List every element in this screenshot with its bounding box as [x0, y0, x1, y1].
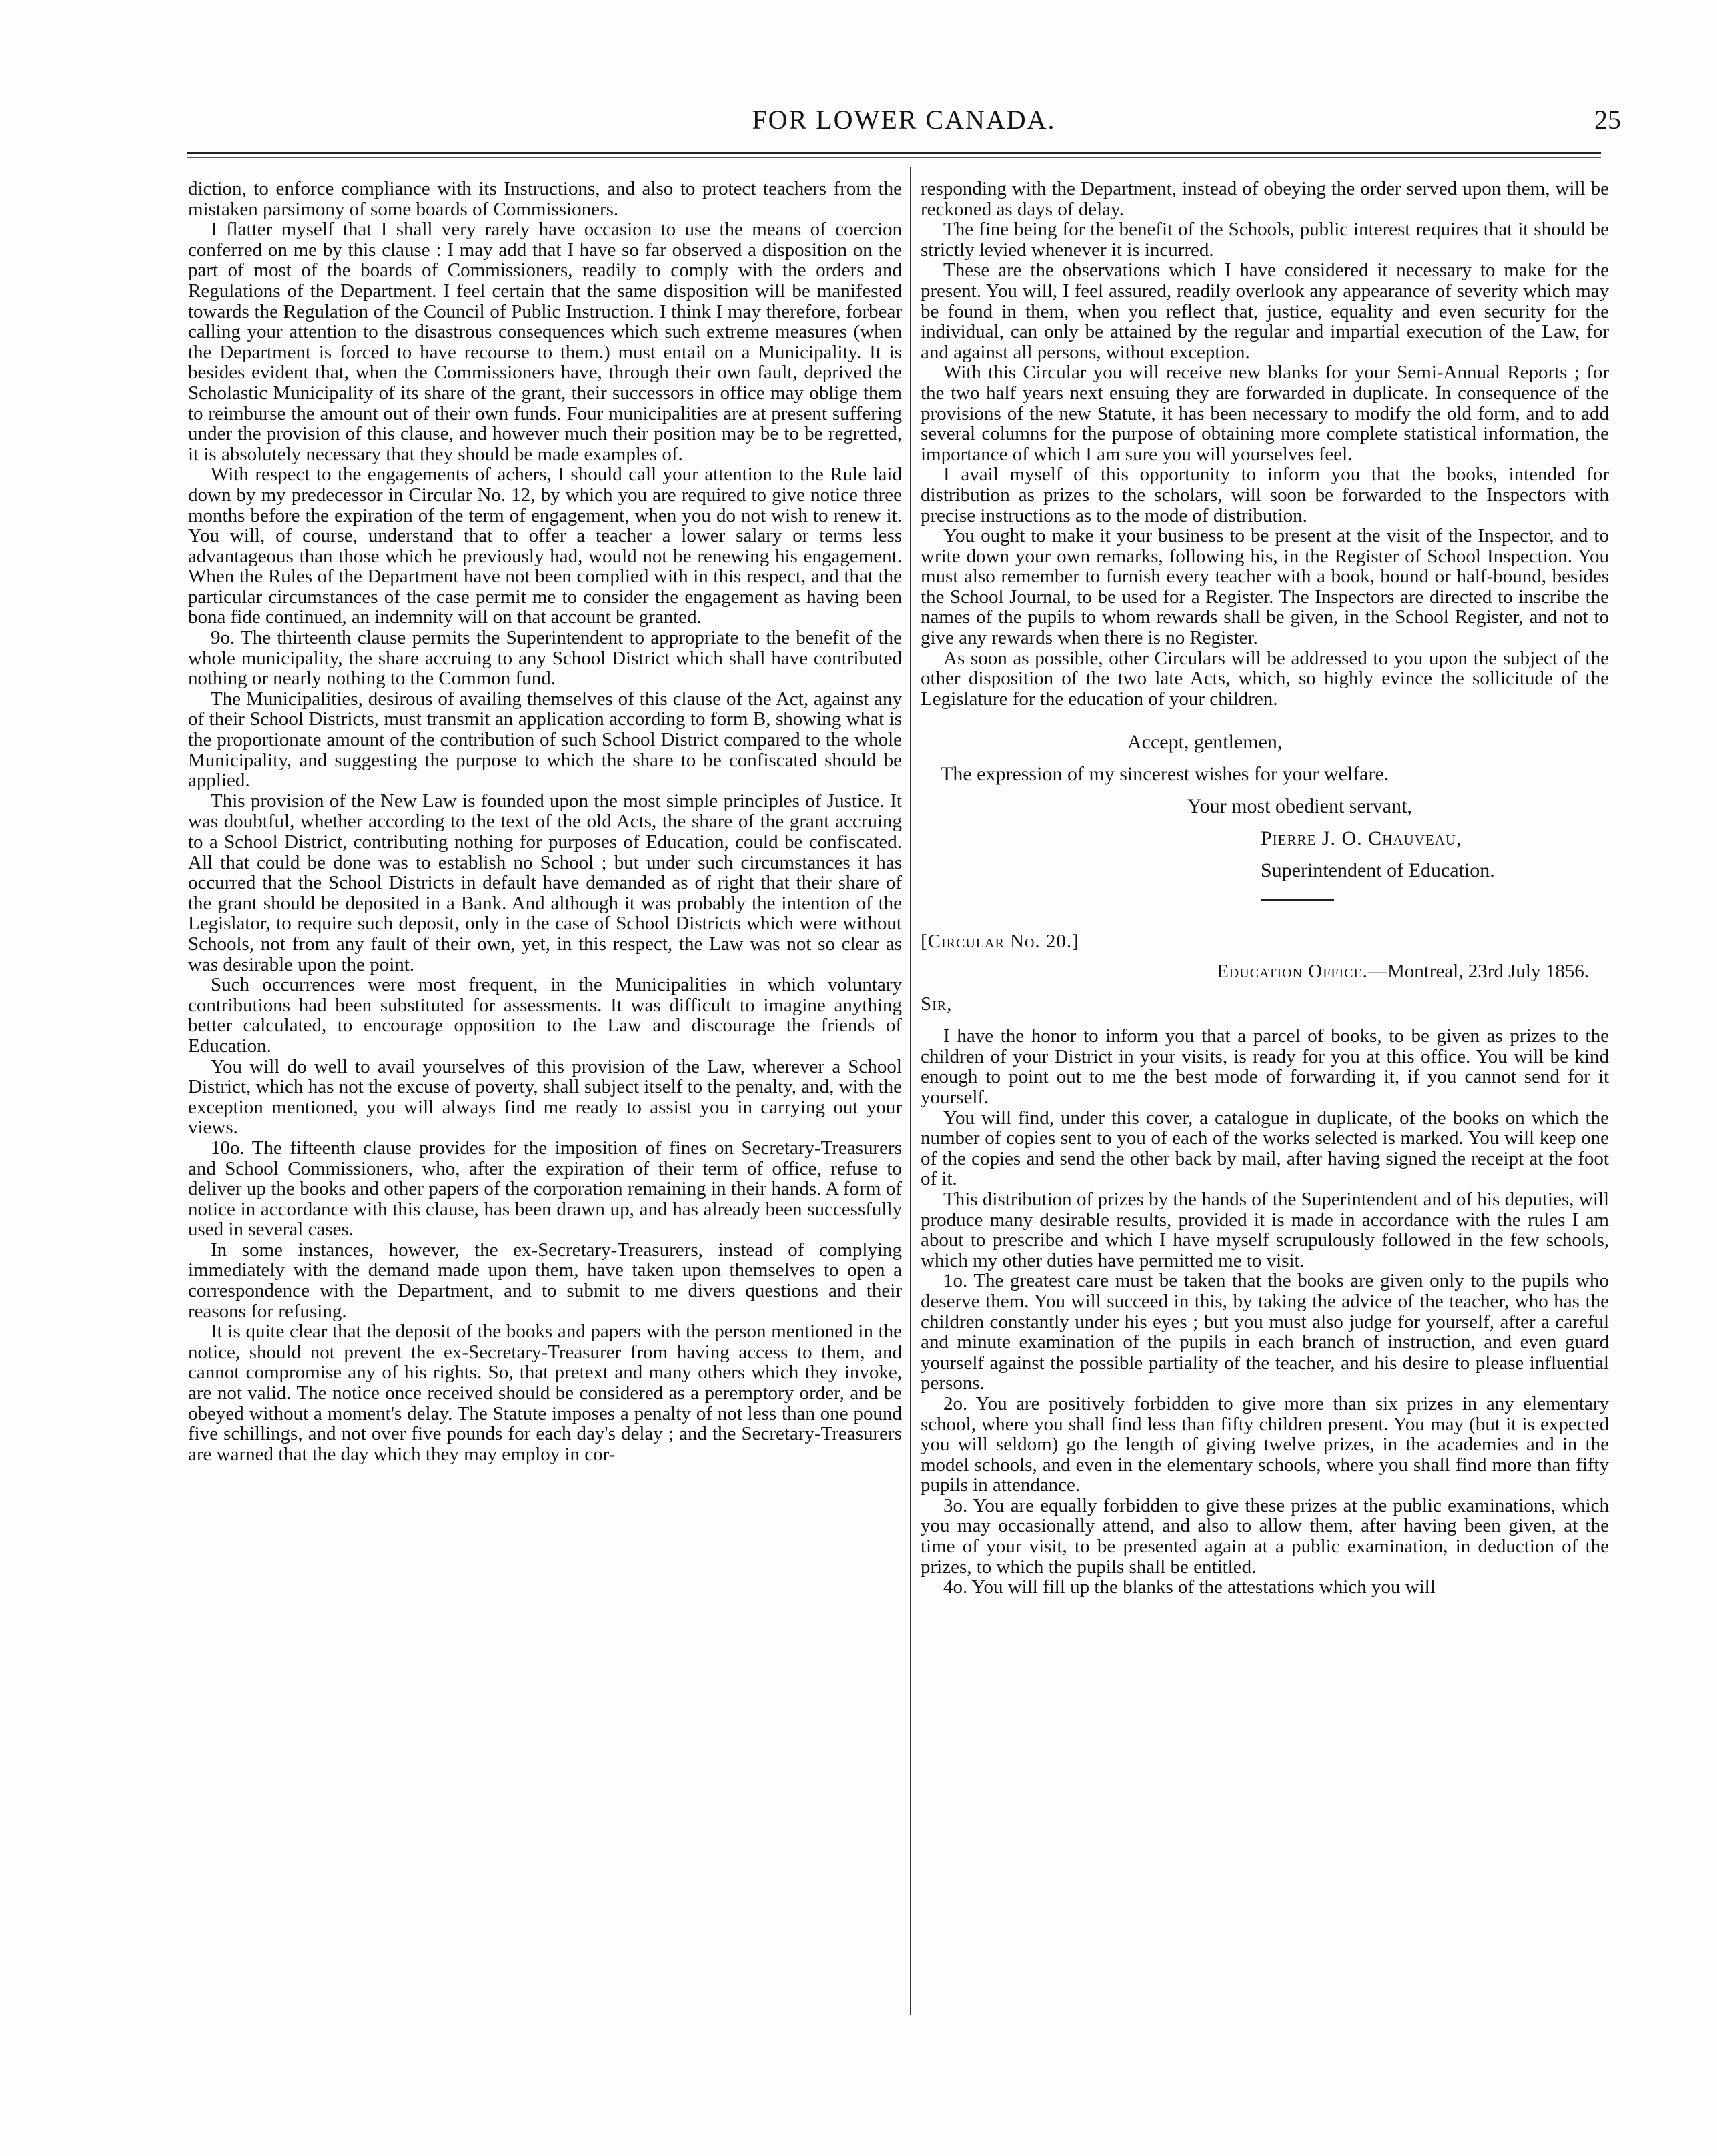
circular-salutation: Sir, [921, 993, 953, 1015]
circular-paragraph: 2o. You are positively forbidden to give more than six prizes in any elementary school, where you shall find less than fifty children present. You may (but it is expected you will seldom) go the length of giving twelve prizes, in the academies and in the model schools, and even in the elementary schools, where you shall find more than fifty pupils in attendance. [921, 1392, 1609, 1496]
signoff-name: Pierre J. O. Chauveau, [1261, 827, 1462, 850]
left-column-paragraph: In some instances, however, the ex-Secretary-Treasurers, instead of complying immediately with the demand made upon them, have taken upon themselves to open a correspondence with the Department, and to submit to me divers questions and their reasons for refusing. [188, 1239, 902, 1322]
running-title: FOR LOWER CANADA. [752, 105, 1056, 135]
page-number: 25 [1594, 105, 1621, 135]
circular-dateline [921, 961, 1609, 982]
signoff-accept: Accept, gentlemen, [1127, 731, 1283, 754]
left-column-paragraph: This provision of the New Law is founded upon the most simple principles of Justice. It was doubtful, whether according to the text of the old Acts, the share of the grant accruing to a School District, contributing nothing for purposes of Education, could be confiscated. All that could be done was to establish no School ; but under such circumstances it has occurred that the School Districts in default have demanded as of right that their share of the grant should be deposited in a Bank. And although it was probably the intention of the Legislator, to require such deposit, only in the case of School Districts which were without Schools, not from any fault of their own, yet, in this respect, the Law was not so clear as was desirable upon the point. [188, 790, 902, 975]
left-column-paragraph: The Municipalities, desirous of availing themselves of this clause of the Act, against any of their School Districts, must transmit an application according to form B, showing what is the proportionate amount of the contribution of such School District compared to the whole Municipality, and suggesting the purpose to which the share to be confiscated should be applied. [188, 688, 902, 792]
circular-paragraph: 4o. You will fill up the blanks of the attestations which you will [943, 1576, 1436, 1598]
signoff [921, 726, 1609, 887]
header-rule-thin [187, 157, 1601, 158]
left-column-paragraph: It is quite clear that the deposit of the books and papers with the person mentioned in the notice, should not prevent the ex-Secretary-Treasurer from having access to them, and cannot compromise any of his rights. So, that pretext and many others which they invoke, are not valid. The notice once received should be considered as a peremptory order, and be obeyed without a moment's delay. The Statute imposes a penalty of not less than one pound five schillings, and not over five pounds for each day's delay ; and the Secretary-Treasurers are warned that the day which they may employ in cor- [188, 1321, 902, 1465]
right-column-paragraph: I avail myself of this opportunity to inform you that the books, intended for distribution as prizes to the scholars, will soon be forwarded to the Inspectors with precise instructions as to the mode of distribution. [921, 464, 1609, 526]
left-column-paragraph: I flatter myself that I shall very rarely have occasion to use the means of coercion conferred on me by this clause : I may add that I have so far observed a disposition on the part of most of the boards of Commissioners, readily to comply with the orders and Regulations of the Department. I feel certain that the same disposition will be manifested towards the Regulation of the Council of Public Instruction. I think I may therefore, forbear calling your attention to the disastrous consequences which such extreme measures (when the Department is forced to have recourse to them.) must entail on a Municipality. It is besides evident that, when the Commissioners have, through their own fault, deprived the Scholastic Municipality of its share of the grant, their successors in office may oblige them to reimburse the amount out of their own funds. Four municipalities are at present suffering under the provision of this clause, and however much their position may be to be regretted, it is absolutely necessary that they should be made examples of. [188, 219, 902, 465]
left-column-paragraph: 10o. The fifteenth clause provides for the imposition of fines on Secretary-Treasurers and School Commissioners, who, after the expiration of their term of office, refuse to deliver up the books and other papers of the corporation remaining in their hands. A form of notice in accordance with this clause, has been drawn up, and has already been successfully used in several cases. [188, 1137, 902, 1241]
circular-paragraph: This distribution of prizes by the hands of the Superintendent and of his deputies, will produce many desirable results, provided it is made in accordance with the rules I am about to prescribe and which I have myself scrupulously followed in the few schools, which my other duties have permitted me to visit. [921, 1188, 1609, 1271]
right-column-paragraph: As soon as possible, other Circulars will be addressed to you upon the subject of the other disposition of the two late Acts, which, so highly evince the sollicitude of the Legislature for the education of your children. [921, 647, 1609, 710]
right-column-paragraph: These are the observations which I have considered it necessary to make for the present. You will, I feel assured, readily overlook any appearance of severity which may be found in them, when you reflect that, justice, equality and even security for the individual, can only be attained by the regular and impartial execution of the Law, for and against all persons, without exception. [921, 259, 1609, 363]
circular-paragraph: 3o. You are equally forbidden to give these prizes at the public examinations, which you may occasionally attend, and also to allow them, after having been given, at the time of your visit, to be presented again at a public examination, in deduction of the prizes, to which the pupils shall be entitled. [921, 1494, 1609, 1578]
column-divider [910, 167, 911, 2015]
circular-label: [Circular No. 20.] [921, 931, 1079, 953]
left-column-paragraph: 9o. The thirteenth clause permits the Superintendent to appropriate to the benefit of the whole municipality, the share accruing to any School District which shall have contributed nothing or nearly nothing to the Common fund. [188, 627, 902, 690]
circular-place-date: —Montreal, 23rd July 1856. [1367, 961, 1589, 983]
left-column-paragraph: You will do well to avail yourselves of this provision of the Law, wherever a School District, which has not the excuse of poverty, shall subject itself to the penalty, and, with the exception mentioned, you will always find me ready to assist you in carrying out your views. [188, 1055, 902, 1139]
right-column [921, 179, 1609, 1598]
section-divider [1261, 899, 1334, 901]
signoff-title: Superintendent of Education. [1261, 859, 1495, 882]
header-rule [187, 152, 1601, 154]
circular-paragraph: 1o. The greatest care must be taken that the books are given only to the pupils who deserve them. You will succeed in this, by taking the advice of the teacher, who has the children constantly under his eyes ; but you must also judge for yourself, after a careful and minute examination of the pupils in each branch of instruction, and even guard yourself against the possible partiality of the teacher, and his desire to please influential persons. [921, 1270, 1609, 1394]
right-column-paragraph: The fine being for the benefit of the Schools, public interest requires that it should be strictly levied whenever it is incurred. [921, 219, 1609, 261]
left-column [188, 179, 902, 1464]
left-column-paragraph: Such occurrences were most frequent, in the Municipalities in which voluntary contributions had been substituted for assessments. It was difficult to imagine anything better calculated, to encourage opposition to the Law and discourage the friends of Education. [188, 974, 902, 1057]
page-header [187, 100, 1621, 140]
circular-office: Education Office. [1217, 961, 1368, 983]
circular-paragraph: You will find, under this cover, a catalogue in duplicate, of the books on which the number of copies sent to you of each of the works selected is marked. You will keep one of the copies and send the other back by mail, after having signed the receipt at the foot of it. [921, 1107, 1609, 1190]
right-column-paragraph: With this Circular you will receive new blanks for your Semi-Annual Reports ; for the two half years next ensuing they are forwarded in duplicate. In consequence of the provisions of the new Statute, it has been necessary to modify the old form, and to add several columns for the purpose of obtaining more complete statistical information, the importance of which I am sure you will yourselves feel. [921, 362, 1609, 465]
right-column-paragraph: responding with the Department, instead of obeying the order served upon them, will be reckoned as days of delay. [921, 178, 1609, 220]
right-column-paragraph: You ought to make it your business to be present at the visit of the Inspector, and to write down your own remarks, following his, in the Register of School Inspection. You must also remember to furnish every teacher with a book, bound or half-bound, besides the School Journal, to be used for a Register. The Inspectors are directed to inscribe the names of the pupils to whom rewards shall be given, in the School Register, and not to give any rewards when there is no Register. [921, 525, 1609, 649]
circular-paragraph: I have the honor to inform you that a parcel of books, to be given as prizes to the children of your District in your visits, is ready for you at this office. You will be kind enough to point out to me the best mode of forwarding it, if you cannot send for it yourself. [921, 1025, 1609, 1108]
signoff-servant: Your most obedient servant, [1187, 795, 1412, 818]
signoff-expression: The expression of my sincerest wishes for your welfare. [941, 763, 1389, 786]
circular-body [921, 1026, 1609, 1598]
right-column-body [921, 179, 1609, 709]
left-column-paragraph: With respect to the engagements of achers, I should call your attention to the Rule laid down by my predecessor in Circular No. 12, by which you are required to give notice three months before the expiration of the term of engagement, when you do not wish to renew it. You will, of course, understand that to offer a teacher a lower salary or terms less advantageous than those which he previously had, would not be renewing his engagement. When the Rules of the Department have not been complied with in this respect, and that the particular circumstances of the case permit me to consider the engagement as having been bona fide continued, an indemnity will on that account be granted. [188, 464, 902, 628]
left-column-paragraph: diction, to enforce compliance with its Instructions, and also to protect teachers from the mistaken parsimony of some boards of Commissioners. [188, 178, 902, 220]
